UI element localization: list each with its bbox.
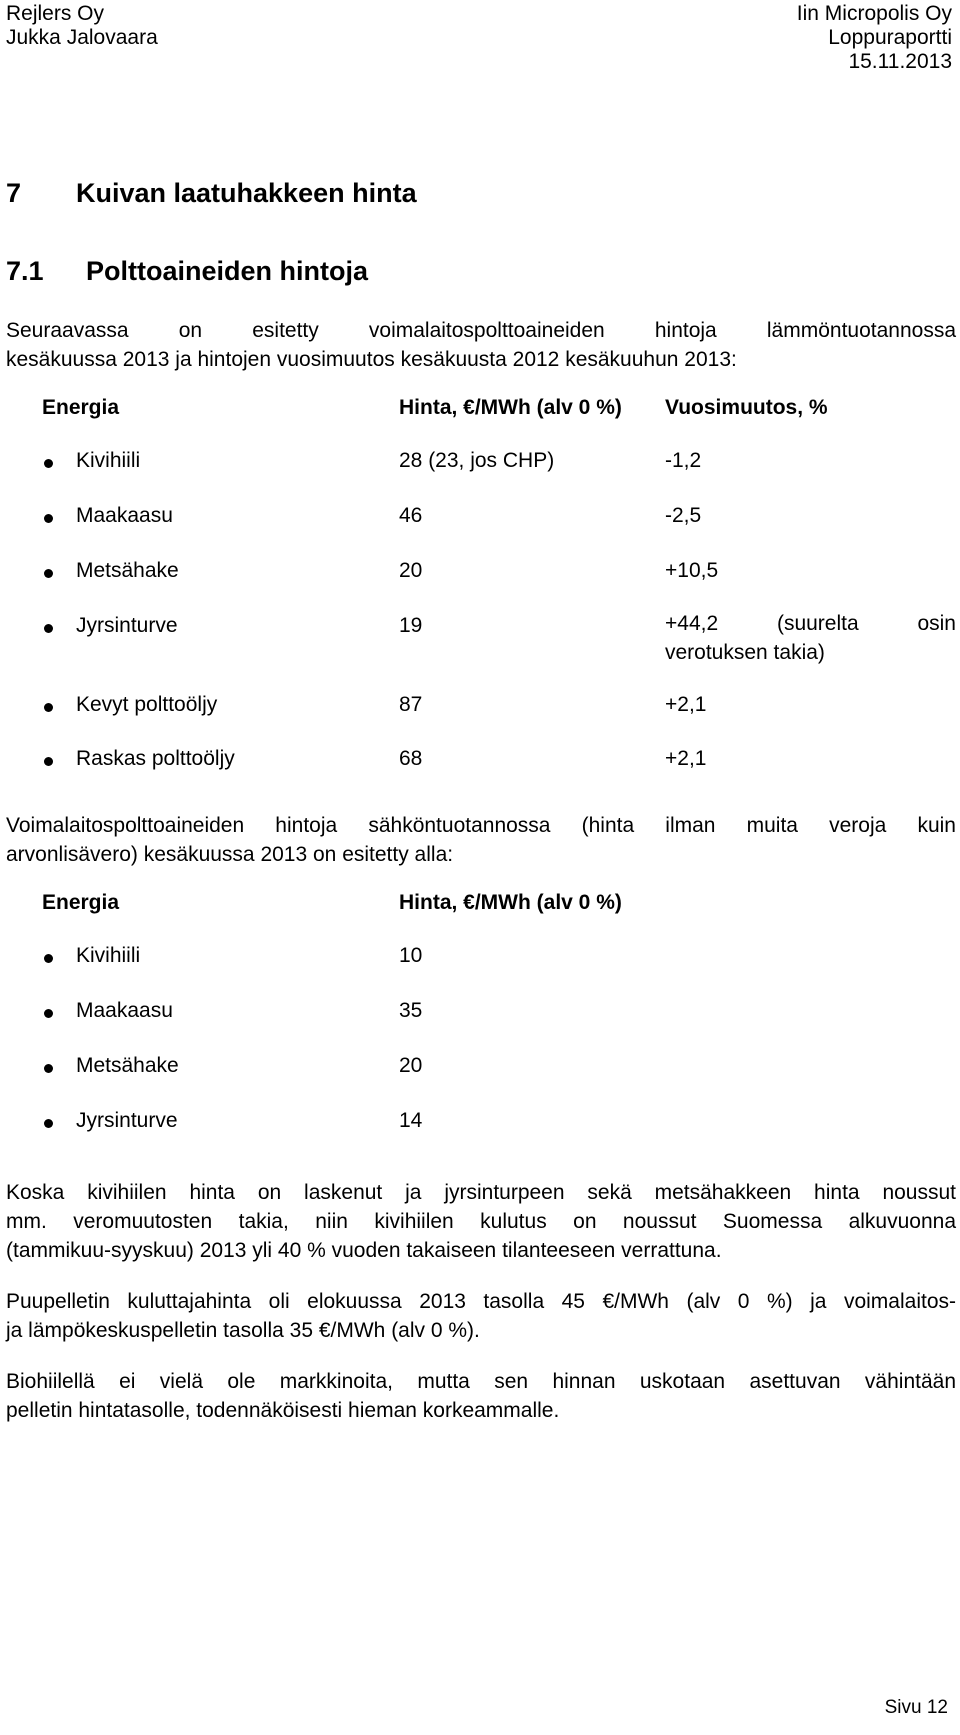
para3-line-2: mm. veromuutosten takia, niin kivihiilen kulutus on noussut Suomessa alkuvuonna <box>6 1210 956 1233</box>
bullet-icon <box>44 459 53 468</box>
table1-row-change: +2,1 <box>665 693 707 716</box>
table1-header-energy: Energia <box>42 396 120 419</box>
subsection-number: 7.1 <box>6 256 44 286</box>
table2-header-price: Hinta, €/MWh (alv 0 %) <box>399 891 622 914</box>
para3-line-1: Koska kivihiilen hinta on laskenut ja jyrsinturpeen sekä metsähakkeen hinta noussut <box>6 1181 956 1204</box>
table2-header-energy: Energia <box>42 891 120 914</box>
table2-row-price: 35 <box>399 999 423 1022</box>
table1-row-change <box>665 609 956 667</box>
table1-row-price: 19 <box>399 614 423 637</box>
table1-header-change: Vuosimuutos, % <box>665 396 828 419</box>
bullet-icon <box>44 514 53 523</box>
bullet-icon <box>44 569 53 578</box>
table1-row-change: +10,5 <box>665 559 719 582</box>
biochar-paragraph <box>6 1367 956 1425</box>
table2-row-energy: Metsähake <box>76 1054 179 1077</box>
intro-paragraph <box>6 316 956 374</box>
author-name: Jukka Jalovaara <box>6 26 158 49</box>
bullet-icon <box>44 703 53 712</box>
subsection-heading <box>6 256 368 287</box>
table1-row-energy: Jyrsinturve <box>76 614 178 637</box>
table1-row-change: -1,2 <box>665 449 702 472</box>
page-number: Sivu 12 <box>884 1697 948 1718</box>
change-line-1: +44,2 (suurelta osin <box>665 612 956 635</box>
para3-line-3: (tammikuu-syyskuu) 2013 yli 40 % vuoden takaiseen tilanteeseen verrattuna. <box>6 1239 722 1262</box>
table1-row-energy: Kevyt polttoöljy <box>76 693 218 716</box>
para2-line-2: arvonlisävero) kesäkuussa 2013 on esitetty alla: <box>6 843 454 866</box>
para5-line-1: Biohiilellä ei vielä ole markkinoita, mutta sen hinnan uskotaan asettuvan vähintään <box>6 1370 956 1393</box>
change-line-2: verotuksen takia) <box>665 641 825 664</box>
company-name: Rejlers Oy <box>6 2 105 25</box>
intro-line-1: Seuraavassa on esitetty voimalaitospolttoaineiden hintoja lämmöntuotannossa <box>6 319 956 342</box>
table1-row-energy: Maakaasu <box>76 504 173 527</box>
section-number: 7 <box>6 178 22 208</box>
bullet-icon <box>44 1119 53 1128</box>
table1-row-price: 46 <box>399 504 423 527</box>
table2-row-energy: Jyrsinturve <box>76 1109 178 1132</box>
table1-row-price: 20 <box>399 559 423 582</box>
page-header-left <box>6 2 158 50</box>
pellet-price-paragraph <box>6 1287 956 1345</box>
table1-row-price: 68 <box>399 747 423 770</box>
para4-line-1: Puupelletin kuluttajahinta oli elokuussa 2013 tasolla 45 €/MWh (alv 0 %) ja voimalaitos- <box>6 1290 956 1313</box>
client-name: Iin Micropolis Oy <box>796 2 952 25</box>
coal-consumption-paragraph <box>6 1178 956 1265</box>
table1-row-change: -2,5 <box>665 504 702 527</box>
table2-row-price: 14 <box>399 1109 423 1132</box>
page-header-right <box>797 2 952 74</box>
section-heading <box>6 178 417 209</box>
table1-row-price: 28 (23, jos CHP) <box>399 449 555 472</box>
table1-row-change: +2,1 <box>665 747 707 770</box>
table1-row-energy: Kivihiili <box>76 449 141 472</box>
para4-line-2: ja lämpökeskuspelletin tasolla 35 €/MWh (alv 0 %). <box>6 1319 480 1342</box>
table1-header-price: Hinta, €/MWh (alv 0 %) <box>399 396 622 419</box>
table2-row-price: 10 <box>399 944 423 967</box>
para5-line-2: pelletin hintatasolle, todennäköisesti hieman korkeammalle. <box>6 1399 560 1422</box>
para2-line-1: Voimalaitospolttoaineiden hintoja sähköntuotannossa (hinta ilman muita veroja kuin <box>6 814 956 837</box>
table1-row-price: 87 <box>399 693 423 716</box>
electricity-paragraph <box>6 811 956 869</box>
bullet-icon <box>44 1009 53 1018</box>
bullet-icon <box>44 624 53 633</box>
table2-row-energy: Kivihiili <box>76 944 141 967</box>
document-type: Loppuraportti <box>828 26 952 49</box>
bullet-icon <box>44 954 53 963</box>
table2-row-price: 20 <box>399 1054 423 1077</box>
intro-line-2: kesäkuussa 2013 ja hintojen vuosimuutos kesäkuusta 2012 kesäkuuhun 2013: <box>6 348 737 371</box>
bullet-icon <box>44 757 53 766</box>
bullet-icon <box>44 1064 53 1073</box>
document-date: 15.11.2013 <box>848 50 952 73</box>
table2-row-energy: Maakaasu <box>76 999 173 1022</box>
table1-row-energy: Raskas polttoöljy <box>76 747 235 770</box>
section-title: Kuivan laatuhakkeen hinta <box>76 178 417 208</box>
subsection-title: Polttoaineiden hintoja <box>86 256 368 286</box>
table1-row-energy: Metsähake <box>76 559 179 582</box>
